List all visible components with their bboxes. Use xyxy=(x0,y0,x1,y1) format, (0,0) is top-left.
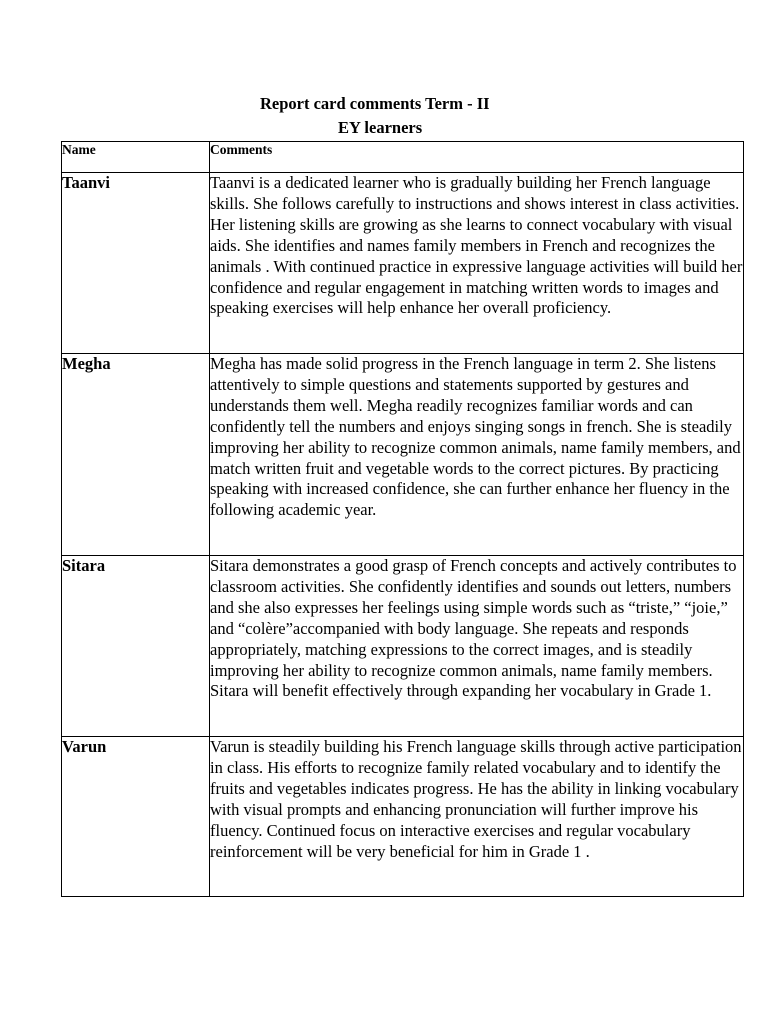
student-name: Sitara xyxy=(62,556,210,737)
table-row xyxy=(62,737,744,897)
student-comment: Varun is steadily building his French language skills through active participation in class. His efforts to recognize family related vocabulary and to identify the fruits and vegetables indicates progress. He has the ability in linking vocabulary with visual prompts and enhancing pronunciation will further improve his fluency. Continued focus on interactive exercises and regular vocabulary reinforcement will be very beneficial for him in Grade 1 . xyxy=(210,737,744,897)
student-name: Varun xyxy=(62,737,210,897)
student-comment: Megha has made solid progress in the French language in term 2. She listens attentively to simple questions and statements supported by gestures and understands them well. Megha readily recognizes familiar words and can confidently tell the numbers and enjoys singing songs in french. She is steadily improving her ability to recognize common animals, name family members, and match written fruit and vegetable words to the correct pictures. By practicing speaking with increased confidence, she can further enhance her fluency in the following academic year. xyxy=(210,354,744,556)
table-row xyxy=(62,354,744,556)
student-name: Taanvi xyxy=(62,173,210,354)
student-comment: Taanvi is a dedicated learner who is gradually building her French language skills. She follows carefully to instructions and shows interest in class activities. Her listening skills are growing as she learns to connect vocabulary with visual aids. She identifies and names family members in French and recognizes the animals . With continued practice in expressive language activities will build her confidence and regular engagement in matching written words to images and speaking exercises will help enhance her overall proficiency. xyxy=(210,173,744,354)
student-name: Megha xyxy=(62,354,210,556)
comments-column-header: Comments xyxy=(210,142,744,173)
table-header-row xyxy=(62,142,744,173)
table-row xyxy=(62,556,744,737)
student-comment: Sitara demonstrates a good grasp of French concepts and actively contributes to classroom activities. She confidently identifies and sounds out letters, numbers and she also expresses her feelings using simple words such as “triste,” “joie,” and “colère”accompanied with body language. She repeats and responds appropriately, matching expressions to the correct images, and is steadily improving her ability to recognize common animals, name family members. Sitara will benefit effectively through expanding her vocabulary in Grade 1. xyxy=(210,556,744,737)
table-row xyxy=(62,173,744,354)
title-line-1: Report card comments Term - II xyxy=(260,94,490,113)
comments-table xyxy=(61,141,744,897)
name-column-header: Name xyxy=(62,142,210,173)
title-line-2: EY learners xyxy=(338,118,423,137)
